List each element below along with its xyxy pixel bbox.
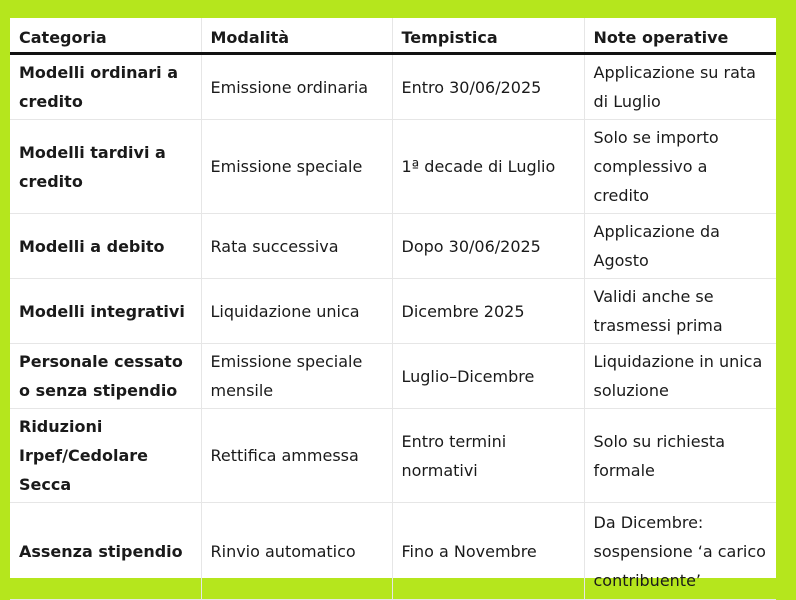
cell-modalita: Rata successiva [201,214,392,279]
cell-categoria: Modelli a debito [10,214,201,279]
cell-categoria: Modelli integrativi [10,279,201,344]
cell-tempistica: Luglio–Dicembre [392,344,584,409]
cell-note: Validi anche se trasmessi prima [584,279,776,344]
header-categoria: Categoria [10,18,201,54]
cell-note: Solo su richiesta formale [584,409,776,503]
cell-modalita: Emissione ordinaria [201,54,392,120]
table-row [10,120,776,214]
content-panel [10,18,776,590]
cell-note: Liquidazione in unica soluzione [584,344,776,409]
cell-tempistica: Dopo 30/06/2025 [392,214,584,279]
header-tempistica: Tempistica [392,18,584,54]
table-row [10,214,776,279]
operations-table [10,18,776,600]
table-row [10,279,776,344]
table-row [10,344,776,409]
header-modalita: Modalità [201,18,392,54]
cell-tempistica: 1ª decade di Luglio [392,120,584,214]
header-note-operative: Note operative [584,18,776,54]
cell-tempistica: Fino a Novembre [392,503,584,600]
cell-note: Da Dicembre: sospensione ‘a carico contribuente’ [584,503,776,600]
cell-modalita: Rinvio automatico [201,503,392,600]
table-header-row [10,18,776,54]
cell-categoria: Personale cessato o senza stipendio [10,344,201,409]
cell-tempistica: Dicembre 2025 [392,279,584,344]
cell-categoria: Riduzioni Irpef/Cedolare Secca [10,409,201,503]
cell-modalita: Rettifica ammessa [201,409,392,503]
table-row [10,409,776,503]
cell-categoria: Modelli ordinari a credito [10,54,201,120]
table-row [10,503,776,600]
cell-categoria: Modelli tardivi a credito [10,120,201,214]
cell-tempistica: Entro 30/06/2025 [392,54,584,120]
cell-modalita: Emissione speciale [201,120,392,214]
cell-modalita: Emissione speciale mensile [201,344,392,409]
cell-tempistica: Entro termini normativi [392,409,584,503]
table-row [10,54,776,120]
cell-note: Applicazione da Agosto [584,214,776,279]
cell-modalita: Liquidazione unica [201,279,392,344]
cell-categoria: Assenza stipendio [10,503,201,600]
cell-note: Applicazione su rata di Luglio [584,54,776,120]
cell-note: Solo se importo complessivo a credito [584,120,776,214]
